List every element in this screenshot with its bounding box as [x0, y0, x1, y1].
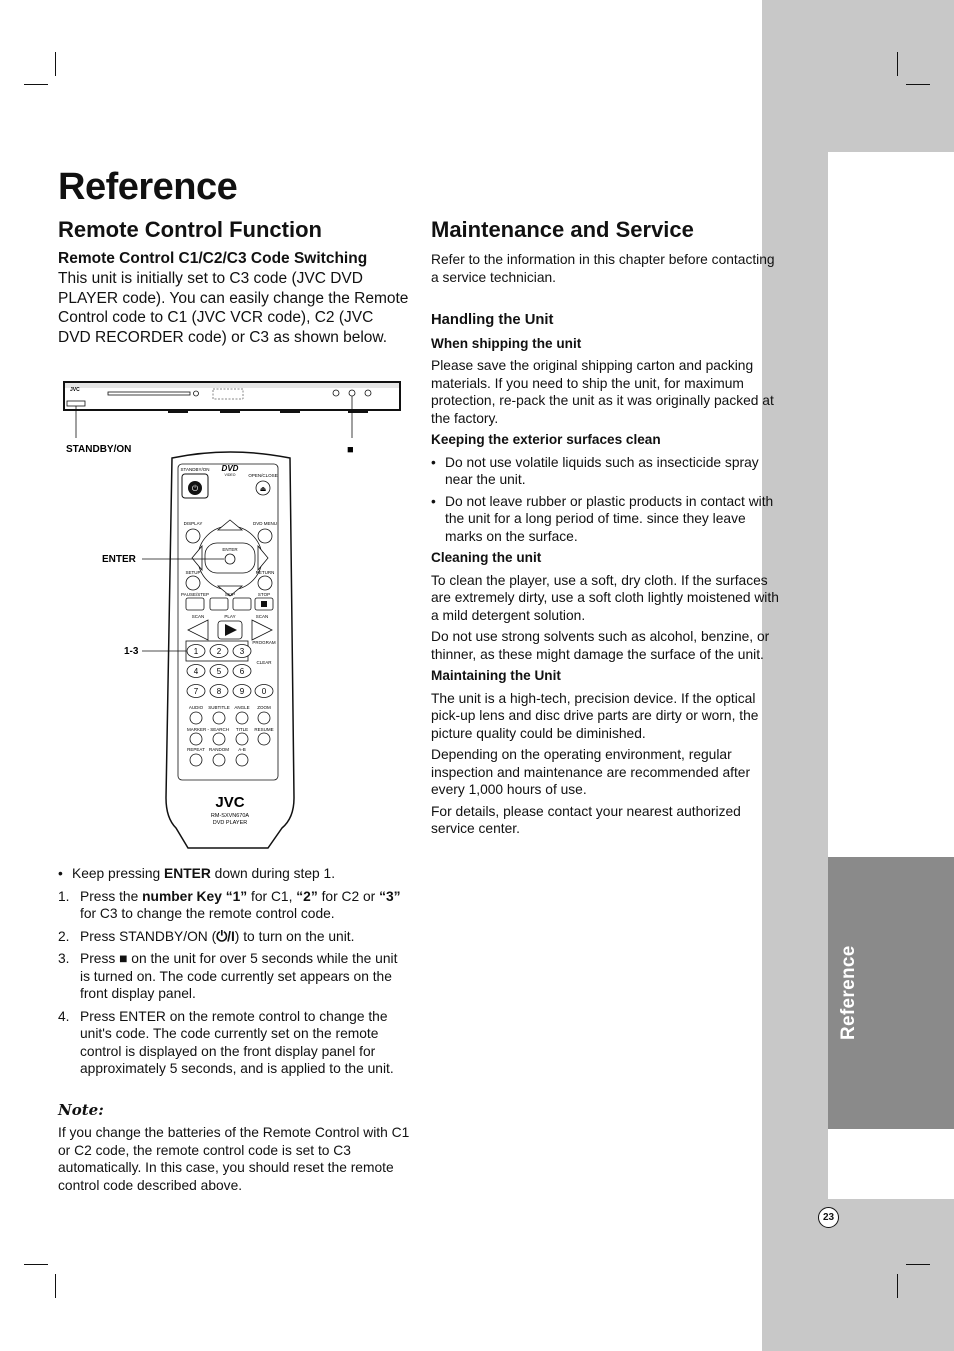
- number-key-label: 4: [193, 667, 199, 676]
- crop-mark: [906, 1264, 930, 1265]
- cleaning-text: To clean the player, use a soft, dry cloth. If the surfaces are extremely dirty, use a soft cloth lightly moistened with a mild detergent solution.: [431, 572, 779, 623]
- crop-mark: [897, 1274, 898, 1298]
- number-key-label: 2: [216, 647, 222, 656]
- crop-mark: [55, 52, 56, 76]
- svg-text:ZOOM: ZOOM: [257, 705, 271, 710]
- svg-text:DISPLAY: DISPLAY: [183, 521, 203, 526]
- svg-text:SUBTITLE: SUBTITLE: [208, 705, 230, 710]
- side-band-bottom-left: [762, 1199, 784, 1351]
- svg-text:RETURN: RETURN: [255, 570, 275, 575]
- step-item: 2. Press STANDBY/ON (⏻/I) to turn on the unit.: [58, 928, 355, 944]
- number-key-label: 0: [261, 687, 267, 696]
- svg-text:PROGRAM: PROGRAM: [252, 640, 276, 645]
- remote-body: [166, 452, 294, 848]
- maintenance-intro: Refer to the information in this chapter before contacting a service technician.: [431, 252, 775, 285]
- step-item: 3. Press ■ on the unit for over 5 seconds while the unit is turned on. The code currently set appears on the front display panel.: [58, 951, 398, 1001]
- svg-text:⏻: ⏻: [191, 484, 199, 493]
- remote-model: RM-SXVN670A: [210, 813, 250, 819]
- crop-mark: [24, 84, 48, 85]
- shipping-heading: When shipping the unit: [431, 335, 582, 351]
- exterior-bullet: • Do not leave rubber or plastic products in contact with the unit for a long period of time. since they leave marks on the surface.: [431, 493, 783, 546]
- side-tab-label: Reference: [838, 945, 859, 1040]
- page-title: Reference: [58, 166, 238, 208]
- exterior-heading: Keeping the exterior surfaces clean: [431, 432, 661, 447]
- step-item: 4. Press ENTER on the remote control to change the unit's code. The code currently set on the remote control is displayed on the front display panel for approximately 5 seconds, and is applied to the unit.: [58, 1008, 394, 1076]
- subheading-code-switching: Remote Control C1/C2/C3 Code Switching: [58, 250, 368, 267]
- svg-text:STANDBY/ON: STANDBY/ON: [180, 467, 210, 472]
- svg-text:MARKER - SEARCH: MARKER - SEARCH: [186, 727, 230, 732]
- number-key-label: 1: [193, 647, 199, 656]
- svg-text:VIDEO: VIDEO: [224, 473, 236, 477]
- crop-mark: [55, 1274, 56, 1298]
- maintenance-content: [431, 251, 783, 838]
- enter-label: ENTER: [102, 554, 136, 565]
- note-text: If you change the batteries of the Remote Control with C1 or C2 code, the remote control code is set to C3 automatically. In this case, you should reset the remote control code described above.: [58, 1125, 410, 1193]
- svg-text:OPEN/CLOSE: OPEN/CLOSE: [248, 473, 278, 478]
- shipping-text: Please save the original shipping carton and packing materials. If you need to ship the unit, for maximum protection, re-pack the unit as it was originally packed at the factory.: [431, 358, 774, 426]
- number-key-label: 9: [239, 687, 245, 696]
- svg-text:RANDOM: RANDOM: [209, 747, 229, 752]
- crop-mark: [906, 84, 930, 85]
- maintaining-text: For details, please contact your nearest authorized service center.: [431, 803, 741, 836]
- crop-mark: [24, 1264, 48, 1265]
- svg-text:RESUME: RESUME: [254, 727, 274, 732]
- stop-symbol: ■: [347, 444, 354, 456]
- instructions: [58, 865, 410, 1078]
- number-key-label: 3: [239, 647, 245, 656]
- number-key-label: 7: [193, 687, 199, 696]
- svg-text:SETUP: SETUP: [185, 570, 201, 575]
- svg-text:ANGLE: ANGLE: [234, 705, 250, 710]
- svg-text:SKIP: SKIP: [224, 592, 236, 597]
- maintaining-text: The unit is a high-tech, precision device. If the optical pick-up lens and disc drive parts are dirty or worn, the picture quality could be diminished.: [431, 690, 759, 741]
- exterior-bullet: • Do not use volatile liquids such as insecticide spray near the unit.: [431, 454, 783, 489]
- side-band-gap-lower: [828, 1129, 954, 1199]
- crop-mark: [897, 52, 898, 76]
- section-heading-remote: Remote Control Function: [58, 217, 322, 242]
- note-title: Note:: [58, 1101, 104, 1119]
- remote-product: DVD PLAYER: [212, 820, 248, 826]
- side-band-top: [762, 0, 954, 152]
- intro-paragraph: This unit is initially set to C3 code (JVC DVD PLAYER code). You can easily change the Remote Control code to C1 (JVC VCR code), C2 (JVC DVD RECORDER code) or C3 as shown below.: [58, 270, 409, 346]
- keys-label: 1-3: [124, 646, 139, 657]
- svg-text:⏏: ⏏: [259, 486, 267, 493]
- handling-heading: Handling the Unit: [431, 312, 554, 328]
- svg-text:AUDIO: AUDIO: [188, 705, 204, 710]
- steps-list: [58, 888, 410, 1078]
- side-band-bottom: [784, 1199, 954, 1351]
- svg-text:STOP: STOP: [257, 592, 271, 597]
- svg-text:A-B: A-B: [238, 747, 246, 752]
- svg-text:DVD MENU: DVD MENU: [252, 521, 278, 526]
- section-heading-maintenance: Maintenance and Service: [431, 217, 694, 242]
- svg-text:CLEAR: CLEAR: [256, 660, 272, 665]
- remote-figure: [58, 378, 408, 858]
- svg-text:REPEAT: REPEAT: [187, 747, 205, 752]
- svg-text:PAUSE/STEP: PAUSE/STEP: [181, 592, 209, 597]
- svg-text:ENTER: ENTER: [222, 547, 238, 552]
- svg-text:DVD: DVD: [221, 464, 239, 473]
- cleaning-heading: Cleaning the unit: [431, 550, 542, 565]
- svg-text:TITLE: TITLE: [235, 727, 249, 732]
- unit-brand: JVC: [70, 387, 80, 393]
- number-key-label: 5: [216, 667, 222, 676]
- svg-text:SCAN: SCAN: [191, 614, 205, 619]
- step-item: 1. Press the number Key “1” for C1, “2” for C2 or “3” for C3 to change the remote control code.: [58, 888, 401, 921]
- cleaning-text: Do not use strong solvents such as alcohol, benzine, or thinner, as these might damage the surface of the unit.: [431, 629, 770, 662]
- svg-text:SCAN: SCAN: [255, 614, 269, 619]
- remote-brand: JVC: [215, 794, 245, 811]
- maintaining-heading: Maintaining the Unit: [431, 668, 561, 683]
- number-key-label: 8: [216, 687, 222, 696]
- standby-label: STANDBY/ON: [66, 444, 132, 455]
- page-number: 23: [818, 1207, 839, 1228]
- number-key-label: 6: [239, 667, 245, 676]
- svg-text:PLAY: PLAY: [224, 614, 236, 619]
- side-band-gap: [828, 152, 954, 857]
- maintaining-text: Depending on the operating environment, regular inspection and maintenance are recommended after every 1,000 hours of use.: [431, 747, 751, 797]
- bullet-keep-pressing: • Keep pressing ENTER down during step 1.: [58, 866, 336, 881]
